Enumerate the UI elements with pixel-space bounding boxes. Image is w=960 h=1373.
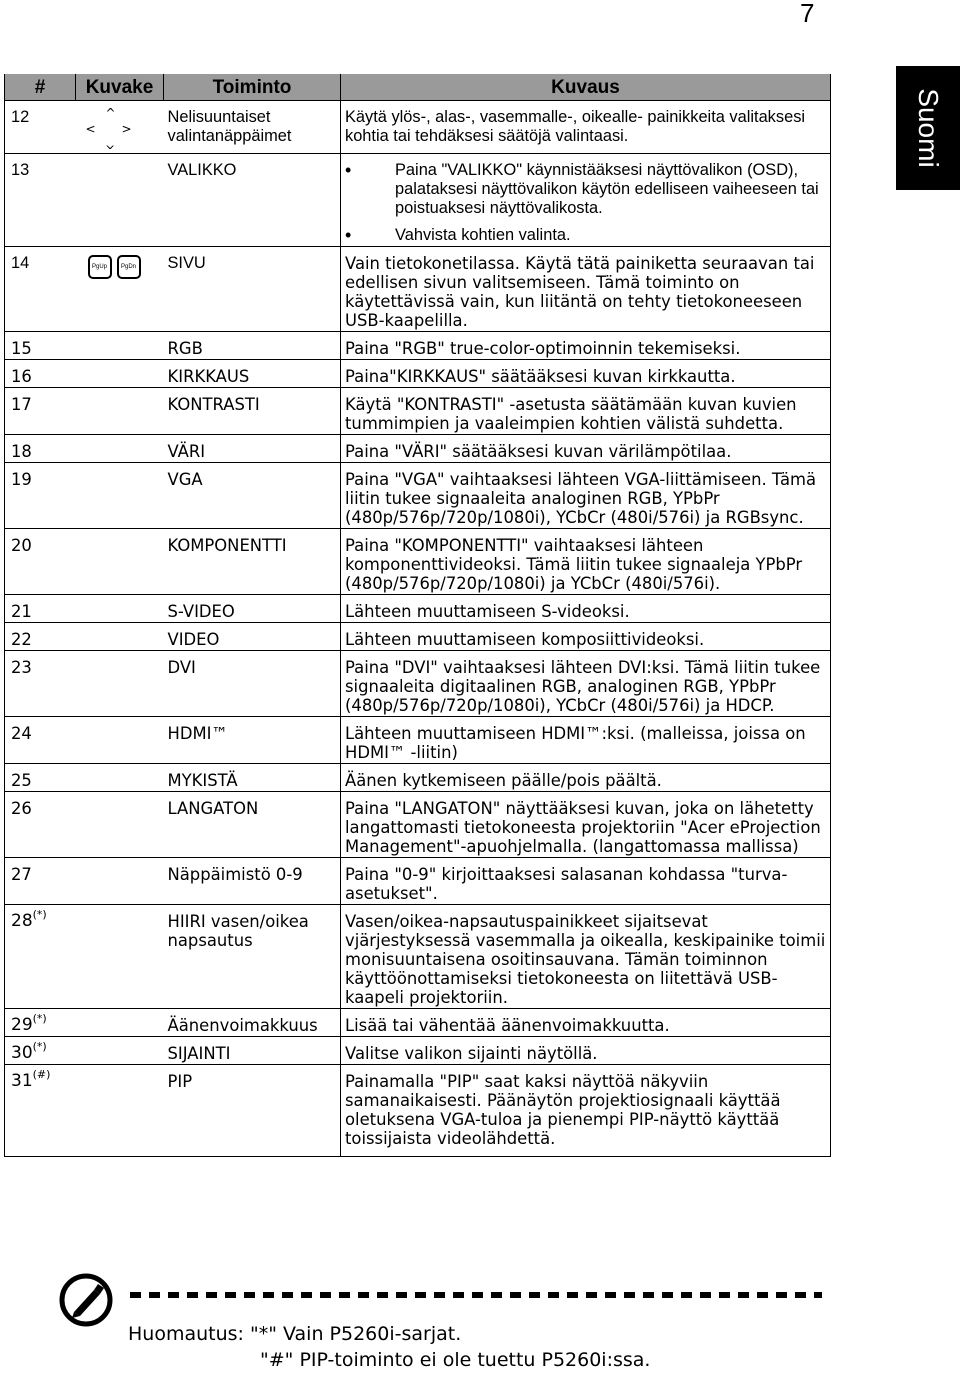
row-number-value: 28 [11, 911, 33, 931]
row-description: Painamalla "PIP" saat kaksi näyttöä näkyviin samanaikaisesti. Päänäytön projektiosignaali käyttää oletuksena VGA-tuloa ja pienempi PIP-näyttö käyttää toissijaista videolähdettä. [341, 1065, 831, 1157]
row-number: 12 [5, 101, 76, 154]
row-description: Paina "VGA" vaihtaaksesi lähteen VGA-liittämiseen. Tämä liitin tukee signaaleita analoginen RGB, YPbPr (480p/576p/720p/1080i), YCbCr (480i/576i) ja RGBsync. [341, 463, 831, 529]
row-number [5, 1037, 76, 1065]
note-text [128, 1321, 650, 1373]
row-icon [76, 435, 164, 463]
note-line-2: "#" PIP-toiminto ei ole tuettu P5260i:ssa. [260, 1349, 651, 1371]
table-row [5, 651, 831, 717]
row-number: 27 [5, 858, 76, 905]
row-icon [76, 463, 164, 529]
row-function: HDMI™ [164, 717, 341, 764]
table-row [5, 792, 831, 858]
table-row [5, 1065, 831, 1157]
page-up-icon: PgUp [88, 255, 112, 279]
table-row [5, 435, 831, 463]
row-icon [76, 717, 164, 764]
row-function: Näppäimistö 0-9 [164, 858, 341, 905]
bullet-item: • Vahvista kohtien valinta. [345, 226, 826, 245]
row-icon [76, 529, 164, 595]
language-tab [896, 66, 960, 190]
row-number [5, 1009, 76, 1037]
note-icon [58, 1272, 114, 1328]
row-icon [76, 154, 164, 247]
row-number: 20 [5, 529, 76, 595]
row-function: KONTRASTI [164, 388, 341, 435]
row-number-value: 31 [11, 1071, 33, 1091]
row-function: VALIKKO [164, 154, 341, 247]
table-row [5, 905, 831, 1009]
table-row [5, 101, 831, 154]
row-function: PIP [164, 1065, 341, 1157]
row-function: SIVU [164, 247, 341, 332]
table-row [5, 717, 831, 764]
row-function: SIJAINTI [164, 1037, 341, 1065]
row-icon [76, 1009, 164, 1037]
row-number-value: 29 [11, 1015, 33, 1035]
row-number: 19 [5, 463, 76, 529]
header-icon: Kuvake [76, 74, 164, 101]
row-function: DVI [164, 651, 341, 717]
down-arrow-icon: ^ [104, 137, 115, 151]
direction-keys-icon [80, 108, 160, 152]
function-table [4, 74, 831, 1157]
row-icon [76, 764, 164, 792]
row-icon [76, 858, 164, 905]
table-row [5, 595, 831, 623]
row-function: RGB [164, 332, 341, 360]
row-number: 13 [5, 154, 76, 247]
table-row [5, 623, 831, 651]
row-description: Lähteen muuttamiseen HDMI™:ksi. (malleissa, joissa on HDMI™ -liitin) [341, 717, 831, 764]
left-arrow-icon: < [85, 122, 96, 136]
row-number: 25 [5, 764, 76, 792]
row-number: 24 [5, 717, 76, 764]
row-description: Paina "VÄRI" säätääksesi kuvan värilämpötilaa. [341, 435, 831, 463]
row-function: VÄRI [164, 435, 341, 463]
row-footnote-mark: (#) [32, 1068, 51, 1081]
table-row [5, 388, 831, 435]
note-divider [130, 1292, 822, 1298]
row-function: MYKISTÄ [164, 764, 341, 792]
row-description: Paina "DVI" vaihtaaksesi lähteen DVI:ksi. Tämä liitin tukee signaaleita digitaalinen RGB, analoginen RGB, YPbPr (480p/576p/720p/1080i), YCbCr (480i/576i) ja HDCP. [341, 651, 831, 717]
row-function: S-VIDEO [164, 595, 341, 623]
row-description: Vasen/oikea-napsautuspainikkeet sijaitsevat vjärjestyksessä vasemmalla ja oikealla, keskipainike toimii monisuuntaisena osoitinsauvana. Tämän toiminnon käyttöönottamiseksi tietokoneesta on liitettävä USB-kaapeli projektoriin. [341, 905, 831, 1009]
row-function: VIDEO [164, 623, 341, 651]
row-number: 26 [5, 792, 76, 858]
row-icon [76, 623, 164, 651]
table-header-row [5, 74, 831, 101]
page-down-icon: PgDn [117, 255, 141, 279]
row-footnote-mark: (*) [32, 908, 47, 921]
row-description: Paina "KOMPONENTTI" vaihtaaksesi lähteen komponenttivideoksi. Tämä liitin tukee signaaleja YPbPr (480p/576p/720p/1080i) ja YCbCr (480i/576i). [341, 529, 831, 595]
row-icon [76, 1065, 164, 1157]
row-number: 14 [5, 247, 76, 332]
row-function: VGA [164, 463, 341, 529]
row-description [341, 154, 831, 247]
row-icon [76, 360, 164, 388]
table-row [5, 529, 831, 595]
row-icon [76, 905, 164, 1009]
table-row [5, 858, 831, 905]
table-row [5, 764, 831, 792]
row-description: Lähteen muuttamiseen komposiittivideoksi. [341, 623, 831, 651]
page-number: 7 [800, 0, 815, 28]
row-icon [76, 1037, 164, 1065]
row-number: 22 [5, 623, 76, 651]
row-number: 15 [5, 332, 76, 360]
table-row [5, 1037, 831, 1065]
row-function: Äänenvoimakkuus [164, 1009, 341, 1037]
row-icon [76, 101, 164, 154]
row-icon [76, 595, 164, 623]
row-number: 18 [5, 435, 76, 463]
row-description: Valitse valikon sijainti näytöllä. [341, 1037, 831, 1065]
row-description: Käytä "KONTRASTI" -asetusta säätämään kuvan kuvien tummimpien ja vaaleimpien kohtien välistä suhdetta. [341, 388, 831, 435]
table-row [5, 360, 831, 388]
row-icon [76, 651, 164, 717]
row-number-value: 30 [11, 1043, 33, 1063]
row-description: Vain tietokonetilassa. Käytä tätä painiketta seuraavan tai edellisen sivun valitsemiseen. Tämä toiminto on käytettävissä vain, kun liitäntä on tehty tietokoneeseen USB-kaapelilla. [341, 247, 831, 332]
row-function: KOMPONENTTI [164, 529, 341, 595]
header-function: Toiminto [164, 74, 341, 101]
right-arrow-icon: > [121, 122, 132, 136]
row-function: KIRKKAUS [164, 360, 341, 388]
row-description: Lähteen muuttamiseen S-videoksi. [341, 595, 831, 623]
table-row [5, 154, 831, 247]
table-row [5, 332, 831, 360]
row-description: Paina "0-9" kirjoittaaksesi salasanan kohdassa "turva-asetukset". [341, 858, 831, 905]
note-line-1: Huomautus: "*" Vain P5260i-sarjat. [128, 1323, 462, 1345]
row-description: Paina "LANGATON" näyttääksesi kuvan, joka on lähetetty langattomasti tietokoneesta projektoriin "Acer eProjection Management"-apuohjelmalla. (langattomassa mallissa) [341, 792, 831, 858]
up-arrow-icon: ^ [105, 106, 116, 120]
row-footnote-mark: (*) [32, 1012, 47, 1025]
row-icon [76, 388, 164, 435]
row-function: HIIRI vasen/oikea napsautus [164, 905, 341, 1009]
row-icon [76, 792, 164, 858]
header-description: Kuvaus [341, 74, 831, 101]
header-number: # [5, 74, 76, 101]
row-number [5, 905, 76, 1009]
row-number [5, 1065, 76, 1157]
row-description: Paina"KIRKKAUS" säätääksesi kuvan kirkkautta. [341, 360, 831, 388]
row-function: Nelisuuntaiset valintanäppäimet [164, 101, 341, 154]
table-row [5, 247, 831, 332]
row-footnote-mark: (*) [32, 1040, 47, 1053]
table-row [5, 1009, 831, 1037]
language-tab-label: Suomi [913, 88, 944, 168]
row-icon [76, 332, 164, 360]
table-row [5, 463, 831, 529]
row-description: Käytä ylös-, alas-, vasemmalle-, oikealle- painikkeita valitaksesi kohtia tai tehdäksesi säätöjä valintaasi. [341, 101, 831, 154]
row-number: 23 [5, 651, 76, 717]
row-icon [76, 247, 164, 332]
row-number: 17 [5, 388, 76, 435]
row-number: 16 [5, 360, 76, 388]
row-description: Lisää tai vähentää äänenvoimakkuutta. [341, 1009, 831, 1037]
row-number: 21 [5, 595, 76, 623]
row-description: Paina "RGB" true-color-optimoinnin tekemiseksi. [341, 332, 831, 360]
bullet-item: • Paina "VALIKKO" käynnistääksesi näyttövalikon (OSD), palataksesi näyttövalikon käytön edelliseen vaiheeseen tai poistuaksesi näyttövalikosta. [345, 161, 826, 218]
row-description: Äänen kytkemiseen päälle/pois päältä. [341, 764, 831, 792]
row-function: LANGATON [164, 792, 341, 858]
